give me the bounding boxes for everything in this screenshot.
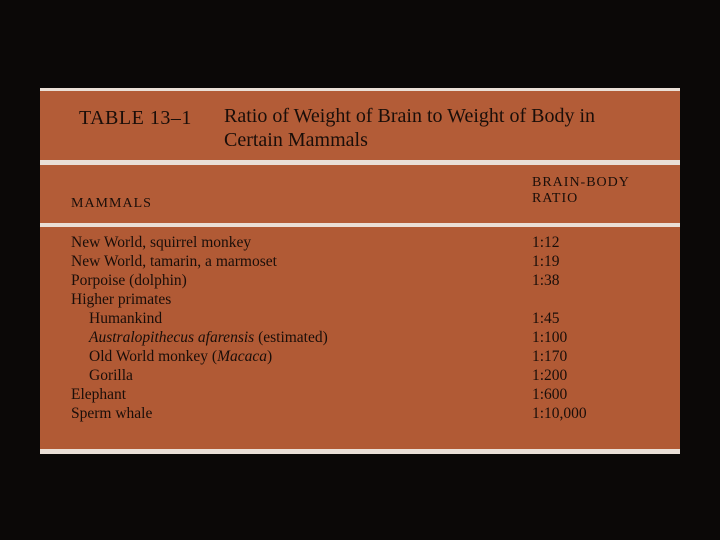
table-row [40, 348, 680, 367]
ratio-value: 1:45 [532, 310, 560, 327]
mammal-name: Sperm whale [71, 405, 153, 422]
table-photo [40, 88, 680, 454]
table-row [40, 405, 680, 424]
mammal-name: New World, tamarin, a marmoset [71, 253, 277, 270]
mammal-group-name: Higher primates [71, 291, 172, 308]
table-row [40, 272, 680, 291]
table-row [40, 367, 680, 386]
ratio-value: 1:170 [532, 348, 568, 365]
mammal-name: Porpoise (dolphin) [71, 272, 187, 289]
mammal-name: Old World monkey (Macaca) [89, 348, 273, 365]
table-row [40, 386, 680, 405]
mammal-name: Gorilla [89, 367, 133, 384]
table-body [40, 234, 680, 424]
ratio-value: 1:600 [532, 386, 568, 403]
table-row [40, 253, 680, 272]
ratio-value: 1:12 [532, 234, 560, 251]
table-row [40, 291, 680, 310]
mammal-name: New World, squirrel monkey [71, 234, 252, 251]
column-header-mammals: MAMMALS [71, 196, 152, 211]
table-row [40, 329, 680, 348]
ratio-value: 1:19 [532, 253, 560, 270]
table-row [40, 234, 680, 253]
mammal-name: Humankind [89, 310, 163, 327]
ratio-value: 1:10,000 [532, 405, 587, 422]
table-number: TABLE 13–1 [79, 107, 192, 129]
mammal-name: Australopithecus afarensis (estimated) [89, 329, 328, 346]
column-header-ratio: BRAIN-BODY RATIO [532, 175, 630, 206]
table-row [40, 310, 680, 329]
ratio-value: 1:100 [532, 329, 568, 346]
ratio-value: 1:200 [532, 367, 568, 384]
ratio-value: 1:38 [532, 272, 560, 289]
mammal-name: Elephant [71, 386, 127, 403]
table-title: Ratio of Weight of Brain to Weight of Body in Certain Mammals [224, 105, 596, 151]
